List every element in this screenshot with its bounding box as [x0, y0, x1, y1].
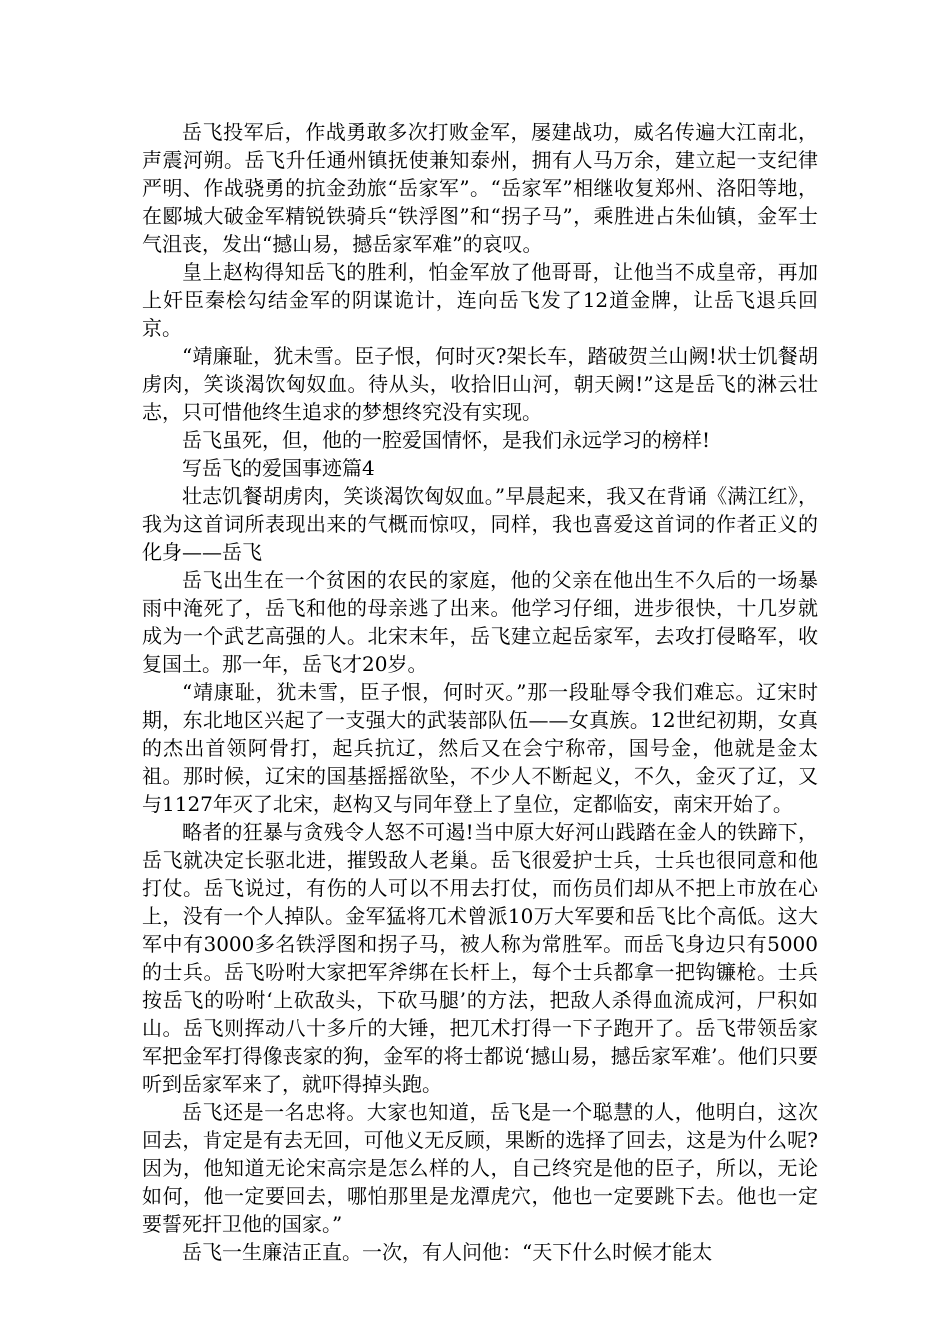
paragraph: “靖廉耻，犹未雪。臣子恨，何时灭?架长车，踏破贺兰山阙!状士饥餐胡虏肉，笑谈渴饮匈奴血。待从头，收拾旧山河，朝天阙!”这是岳飞的淋云壮志，只可惜他终生追求的梦想终究没有实现。 — [142, 344, 818, 424]
paragraph: 岳飞还是一名忠将。大家也知道，岳飞是一个聪慧的人，他明白，这次回去，肯定是有去无回，可他义无反顾，果断的选择了回去，这是为什么呢?因为，他知道无论宋高宗是怎么样的人，自己终究是他的臣子，所以，无论如何，他一定要回去，哪怕那里是龙潭虎穴，他也一定要跳下去。他也一定要誓死扞卫他的国家。” — [142, 1100, 818, 1236]
paragraph: 岳飞虽死，但，他的一腔爱国情怀，是我们永远学习的榜样! — [182, 428, 711, 452]
paragraph: “靖康耻，犹未雪，臣子恨，何时灭。”那一段耻辱令我们难忘。辽宋时期，东北地区兴起了一支强大的武装部队伍——女真族。12世纪初期，女真的杰出首领阿骨打，起兵抗辽，然后又在会宁称帝，国号金，他就是金太祖。那时候，辽宋的国基摇摇欲坠，不少人不断起义，不久，金灭了辽，又与1127年灭了北宋，赵构又与同年登上了皇位，定都临安，南宋开始了。 — [142, 680, 818, 816]
paragraph: 岳飞一生廉洁正直。一次，有人问他：“天下什么时候才能太 — [182, 1240, 713, 1264]
paragraph: 略者的狂暴与贪残令人怒不可遏!当中原大好河山践踏在金人的铁蹄下，岳飞就决定长驱北进，摧毁敌人老巢。岳飞很爱护士兵，士兵也很同意和他打仗。岳飞说过，有伤的人可以不用去打仗，而伤员们却从不把上市放在心上，没有一个人掉队。金军猛将兀术曾派10万大军要和岳飞比个高低。这大军中有3000多名铁浮图和拐子马，被人称为常胜军。而岳飞身边只有5000的士兵。岳飞吩咐大家把军斧绑在长杆上，每个士兵都拿一把钩镰枪。士兵按岳飞的吩咐‘上砍敌头，下砍马腿’的方法，把敌人杀得血流成河，尸积如山。岳飞则挥动八十多斤的大锤，把兀术打得一下子跑开了。岳飞带领岳家军把金军打得像丧家的狗，金军的将士都说‘撼山易，撼岳家军难’。他们只要听到岳家军来了，就吓得掉头跑。 — [142, 820, 818, 1096]
paragraph: 壮志饥餐胡虏肉，笑谈渴饮匈奴血。”早晨起来，我又在背诵《满江红》，我为这首词所表现出来的气概而惊叹，同样，我也喜爱这首词的作者正义的化身——岳飞 — [142, 484, 818, 564]
section-heading: 写岳飞的爱国事迹篇4 — [182, 456, 375, 480]
document-page — [142, 118, 818, 1266]
paragraph: 岳飞投军后，作战勇敢多次打败金军，屡建战功，威名传遍大江南北，声震河朔。岳飞升任通州镇抚使兼知泰州，拥有人马万余，建立起一支纪律严明、作战骁勇的抗金劲旅“岳家军”。“岳家军”相继收复郑州、洛阳等地，在郾城大破金军精锐铁骑兵“铁浮图”和“拐子马”，乘胜进占朱仙镇，金军士气沮丧，发出“撼山易，撼岳家军难”的哀叹。 — [142, 120, 818, 256]
paragraph: 皇上赵构得知岳飞的胜利，怕金军放了他哥哥，让他当不成皇帝，再加上奸臣秦桧勾结金军的阴谋诡计，连向岳飞发了12道金牌，让岳飞退兵回京。 — [142, 260, 818, 340]
paragraph: 岳飞出生在一个贫困的农民的家庭，他的父亲在他出生不久后的一场暴雨中淹死了，岳飞和他的母亲逃了出来。他学习仔细，进步很快，十几岁就成为一个武艺高强的人。北宋末年，岳飞建立起岳家军，去攻打侵略军，收复国土。那一年，岳飞才20岁。 — [142, 568, 818, 676]
